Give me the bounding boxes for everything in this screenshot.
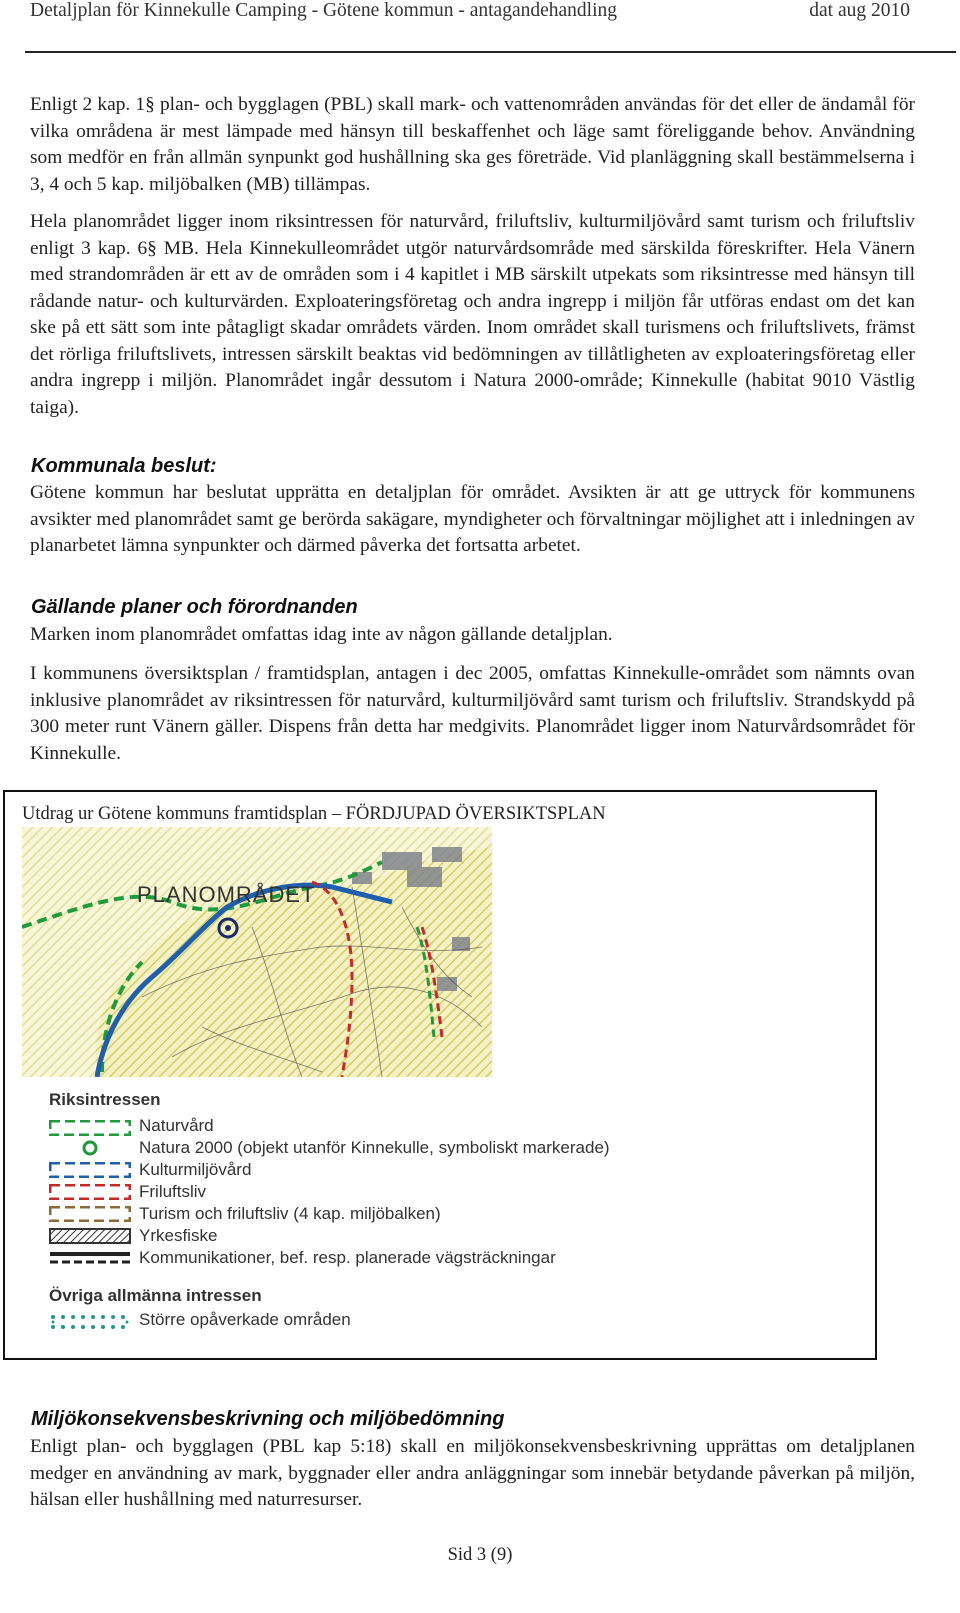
yrkesfiske-swatch bbox=[49, 1228, 131, 1244]
legend-naturvard: Naturvård bbox=[139, 1116, 214, 1135]
legend-opaverkade: Större opåverkade områden bbox=[139, 1310, 351, 1329]
legend-friluftsliv: Friluftsliv bbox=[139, 1182, 207, 1201]
paragraph-oversiktsplan bbox=[30, 661, 915, 767]
paragraph-text: Marken inom planområdet omfattas idag inte av någon gällande detaljplan. bbox=[30, 624, 613, 645]
paragraph-detaljplan bbox=[30, 622, 915, 649]
friluftsliv-swatch bbox=[49, 1184, 131, 1200]
planomrade-dot bbox=[225, 925, 231, 931]
figure-caption: Utdrag ur Götene kommuns framtidsplan – FÖRDJUPAD ÖVERSIKTSPLAN bbox=[22, 804, 606, 824]
paragraph-mkb bbox=[30, 1434, 915, 1514]
map-figure bbox=[3, 790, 877, 1360]
paragraph-pbl bbox=[30, 92, 915, 198]
paragraph-text: Enligt 2 kap. 1§ plan- och bygglagen (PBL) skall mark- och vattenområden användas för det eller de ändamål för vilka områdena är mest lämpade med hänsyn till beskaffenhet och läge samt föreliggande behov. Användning som medför en från allmän synpunkt god hushållning ska ges företräde. Vid planläggning skall bestämmelserna i 3, 4 och 5 kap. miljöbalken (MB) tillämpas. bbox=[30, 94, 915, 195]
legend-title-ovriga: Övriga allmänna intressen bbox=[49, 1286, 262, 1305]
paragraph-text: I kommunens översiktsplan / framtidsplan, antagen i dec 2005, omfattas Kinnekulle-området som nämnts ovan inklusive planområdet av riksintressen för naturvård, kulturmiljövård samt turism och friluftsliv. Strandskydd på 300 meter runt Vänern gäller. Dispens från detta har medgivits. Planområdet ligger inom Naturvårdsområdet för Kinnekulle. bbox=[30, 663, 915, 764]
naturvard-swatch bbox=[49, 1120, 131, 1136]
map-label-planomradet: PLANOMRÅDET bbox=[137, 882, 316, 907]
heading-gallande-planer: Gällande planer och förordnanden bbox=[31, 596, 358, 618]
turism-swatch bbox=[49, 1206, 131, 1222]
paragraph-riksintressen bbox=[30, 209, 915, 421]
paragraph-text: Hela planområdet ligger inom riksintressen för naturvård, friluftsliv, kulturmiljövård samt turism och friluftsliv enligt 3 kap. 6§ MB. Hela Kinnekulleområdet utgör naturvårdsområde med särskilda föreskrifter. Hela Vänern med strandområden är ett av de områden som i 4 kapitlet i MB särskilt utpekats som riksintresse med hänsyn till rådande natur- och kulturvärden. Exploateringsföretag och andra ingrepp i miljön får utföras endast om det kan ske på ett sätt som inte påtagligt skadar områdets värden. Inom området skall turismens och friluftslivets, främst det rörliga friluftslivets, intressen särskilt beaktas vid bedömningen av tillåtligheten av exploateringsföretag eller andra ingrepp i miljön. Planområdet ingår dessutom i Natura 2000-område; Kinnekulle (habitat 9010 Västlig taiga). bbox=[30, 211, 915, 418]
heading-kommunala-beslut: Kommunala beslut: bbox=[31, 455, 217, 477]
legend-natura2000: Natura 2000 (objekt utanför Kinnekulle, symboliskt markerade) bbox=[139, 1138, 610, 1157]
legend-kulturmiljovard: Kulturmiljövård bbox=[139, 1160, 252, 1179]
document-date: dat aug 2010 bbox=[809, 0, 910, 21]
document-title: Detaljplan för Kinnekulle Camping - Götene kommun - antagandehandling bbox=[30, 0, 618, 21]
opaverkade-swatch bbox=[49, 1314, 131, 1330]
heading-mkb: Miljökonsekvensbeskrivning och miljöbedömning bbox=[31, 1408, 505, 1430]
header-divider bbox=[25, 51, 956, 53]
legend-kommunikationer: Kommunikationer, bef. resp. planerade vägsträckningar bbox=[139, 1248, 556, 1267]
map-legend bbox=[22, 1082, 702, 1352]
paragraph-kommunala-beslut bbox=[30, 480, 915, 560]
legend-title-riksintressen: Riksintressen bbox=[49, 1090, 161, 1109]
kulturmiljo-swatch bbox=[49, 1162, 131, 1178]
legend-yrkesfiske: Yrkesfiske bbox=[139, 1226, 218, 1245]
kommunikationer-swatch bbox=[49, 1250, 131, 1266]
paragraph-text: Götene kommun har beslutat upprätta en detaljplan för området. Avsikten är att ge uttryck för kommunens avsikter med planområdet samt ge berörda sakägare, myndigheter och förvaltningar möjlighet att i inledningen av planarbetet lämna synpunkter och därmed påverka det fortsatta arbetet. bbox=[30, 482, 915, 556]
page-number: Sid 3 (9) bbox=[447, 1545, 513, 1565]
legend-turism: Turism och friluftsliv (4 kap. miljöbalken) bbox=[139, 1204, 441, 1223]
overview-map bbox=[22, 827, 492, 1077]
page-header bbox=[30, 0, 910, 40]
natura2000-icon bbox=[49, 1140, 131, 1156]
paragraph-text: Enligt plan- och bygglagen (PBL kap 5:18) skall en miljökonsekvensbeskrivning upprättas om detaljplanen medger en användning av mark, byggnader eller andra anläggningar som innebär betydande påverkan på miljön, hälsan eller hushållning med naturresurser. bbox=[30, 1436, 915, 1510]
